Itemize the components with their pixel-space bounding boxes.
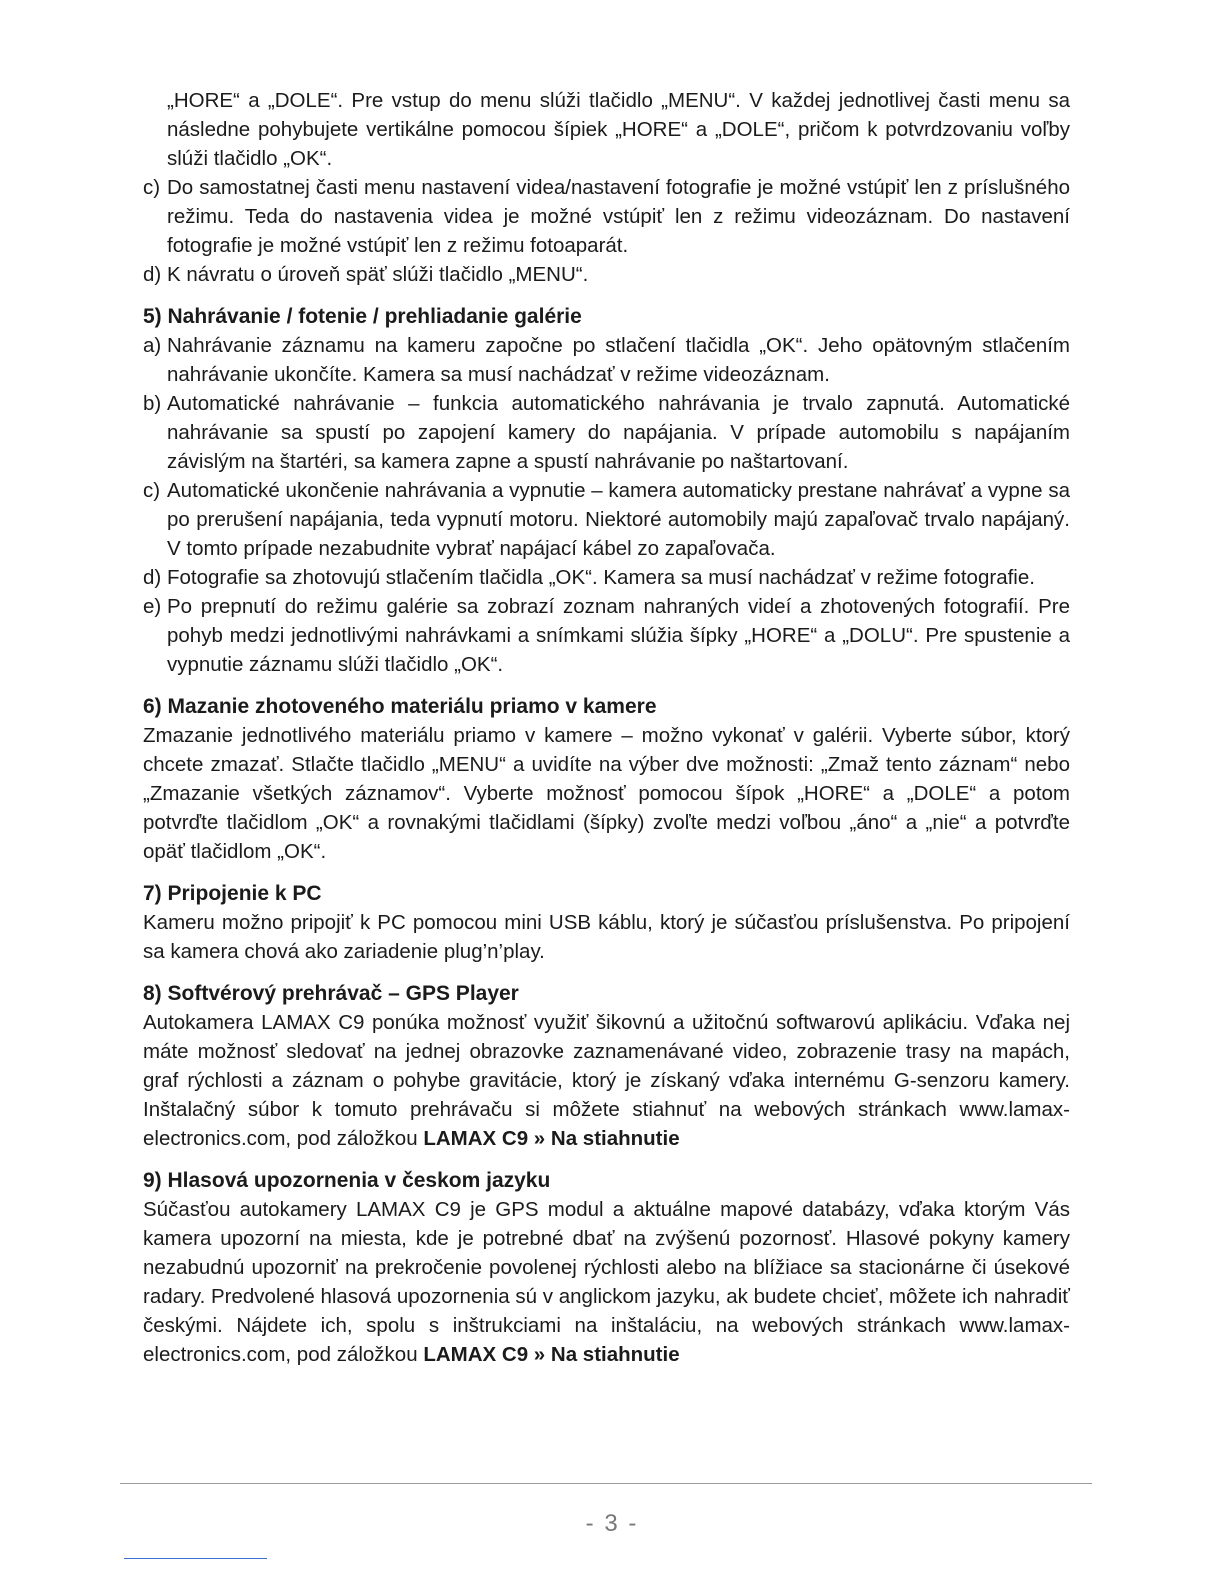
section-heading: 9) Hlasová upozornenia v českom jazyku bbox=[143, 1169, 551, 1192]
item-label: b) bbox=[143, 392, 162, 415]
body-text: Súčasťou autokamery LAMAX C9 je GPS modul a aktuálne mapové databázy, vďaka ktorým Vás kamera upozorní na miesta, kde je potrebné dbať na zvýšenú pozornosť. Hlasové pokyny kamery nezabudnú upozorniť na prekročenie povolenej rýchlosti alebo na blížiace sa stacionárne či úsekové radary. Predvolené hlasová upozornenia sú v anglickom jazyku, ak budete chcieť, môžete ich nahradiť českými. Nájdete ich, spolu s inštrukciami na inštaláciu, na webových stránkach www.lamax-electronics.com, pod záložkou bbox=[143, 1198, 1070, 1366]
list-item bbox=[143, 331, 1070, 389]
section-heading: 5) Nahrávanie / fotenie / prehliadanie galérie bbox=[143, 305, 582, 328]
item-label: d) bbox=[143, 263, 162, 286]
section-9 bbox=[143, 1166, 1070, 1369]
item-label: a) bbox=[143, 334, 162, 357]
list-item bbox=[143, 173, 1070, 260]
item-label: e) bbox=[143, 595, 162, 618]
list-item bbox=[143, 260, 1070, 289]
section-heading: 6) Mazanie zhotoveného materiálu priamo v kamere bbox=[143, 695, 657, 718]
page-number: - 3 - bbox=[585, 1510, 639, 1537]
item-text: Fotografie sa zhotovujú stlačením tlačidla „OK“. Kamera sa musí nachádzať v režime fotografie. bbox=[167, 566, 1035, 589]
list-item bbox=[143, 476, 1070, 563]
section-heading: 7) Pripojenie k PC bbox=[143, 882, 322, 905]
item-text: Do samostatnej časti menu nastavení videa/nastavení fotografie je možné vstúpiť len z príslušného režimu. Teda do nastavenia videa je možné vstúpiť len z režimu videozáznam. Do nastavení fotografie je možné vstúpiť len z režimu fotoaparát. bbox=[167, 176, 1070, 257]
section-body: Kameru možno pripojiť k PC pomocou mini USB káblu, ktorý je súčasťou príslušenstva. Po pripojení sa kamera chová ako zariadenie plug’n’play. bbox=[143, 911, 1070, 963]
page-content bbox=[143, 86, 1070, 1369]
item-text: Automatické nahrávanie – funkcia automatického nahrávania je trvalo zapnutá. Automatické nahrávanie sa spustí po zapojení kamery do napájania. V prípade automobilu s napájaním závislým na štartéri, sa kamera zapne a spustí nahrávanie po naštartovaní. bbox=[167, 392, 1070, 473]
intro-continuation: „HORE“ a „DOLE“. Pre vstup do menu slúži tlačidlo „MENU“. V každej jednotlivej časti menu sa následne pohybujete vertikálne pomocou šípiek „HORE“ a „DOLE“, pričom k potvrdzovaniu voľby slúži tlačidlo „OK“. bbox=[167, 89, 1070, 170]
section-body bbox=[143, 1195, 1070, 1369]
list-item bbox=[143, 592, 1070, 679]
section-7 bbox=[143, 879, 1070, 966]
download-link-text: LAMAX C9 » Na stiahnutie bbox=[423, 1343, 680, 1366]
item-label: d) bbox=[143, 566, 162, 589]
item-text: K návratu o úroveň späť slúži tlačidlo „MENU“. bbox=[167, 263, 589, 286]
section-heading: 8) Softvérový prehrávač – GPS Player bbox=[143, 982, 519, 1005]
section-body bbox=[143, 1008, 1070, 1153]
item-label: c) bbox=[143, 479, 161, 502]
section-8 bbox=[143, 979, 1070, 1153]
item-label: c) bbox=[143, 176, 161, 199]
item-text: Automatické ukončenie nahrávania a vypnutie – kamera automaticky prestane nahrávať a vypne sa po prerušení napájania, teda vypnutí motoru. Niektoré automobily majú zapaľovač trvalo napájaný. V tomto prípade nezabudnite vybrať napájací kábel zo zapaľovača. bbox=[167, 479, 1070, 560]
section-body: Zmazanie jednotlivého materiálu priamo v kamere – možno vykonať v galérii. Vyberte súbor, ktorý chcete zmazať. Stlačte tlačidlo „MENU“ a uvidíte na výber dve možnosti: „Zmaž tento záznam“ nebo „Zmazanie všetkých záznamov“. Vyberte možnosť pomocou šípok „HORE“ a „DOLE“ a potom potvrďte tlačidlom „OK“ a rovnakými tlačidlami (šípky) zvoľte medzi voľbou „áno“ a „nie“ a potvrďte opäť tlačidlom „OK“. bbox=[143, 724, 1070, 863]
body-text: Autokamera LAMAX C9 ponúka možnosť využiť šikovnú a užitočnú softwarovú aplikáciu. Vďaka nej máte možnosť sledovať na jednej obrazovke zaznamenávané video, zobrazenie trasy na mapách, graf rýchlosti a záznam o pohybe gravitácie, ktorý je získaný vďaka internému G-senzoru kamery. Inštalačný súbor k tomuto prehrávaču si môžete stiahnuť na webových stránkach www.lamax-electronics.com, pod záložkou bbox=[143, 1011, 1070, 1150]
footnote-divider bbox=[124, 1558, 267, 1559]
section-6 bbox=[143, 692, 1070, 866]
download-link-text: LAMAX C9 » Na stiahnutie bbox=[423, 1127, 680, 1150]
footer-divider bbox=[120, 1483, 1092, 1484]
list-item bbox=[143, 563, 1070, 592]
section-5 bbox=[143, 302, 1070, 679]
list-item bbox=[143, 389, 1070, 476]
item-text: Po prepnutí do režimu galérie sa zobrazí zoznam nahraných videí a zhotovených fotografií. Pre pohyb medzi jednotlivými nahrávkami a snímkami slúžia šípky „HORE“ a „DOLU“. Pre spustenie a vypnutie záznamu slúži tlačidlo „OK“. bbox=[167, 595, 1070, 676]
item-text: Nahrávanie záznamu na kameru započne po stlačení tlačidla „OK“. Jeho opätovným stlačením nahrávanie ukončíte. Kamera sa musí nachádzať v režime videozáznam. bbox=[167, 334, 1070, 386]
